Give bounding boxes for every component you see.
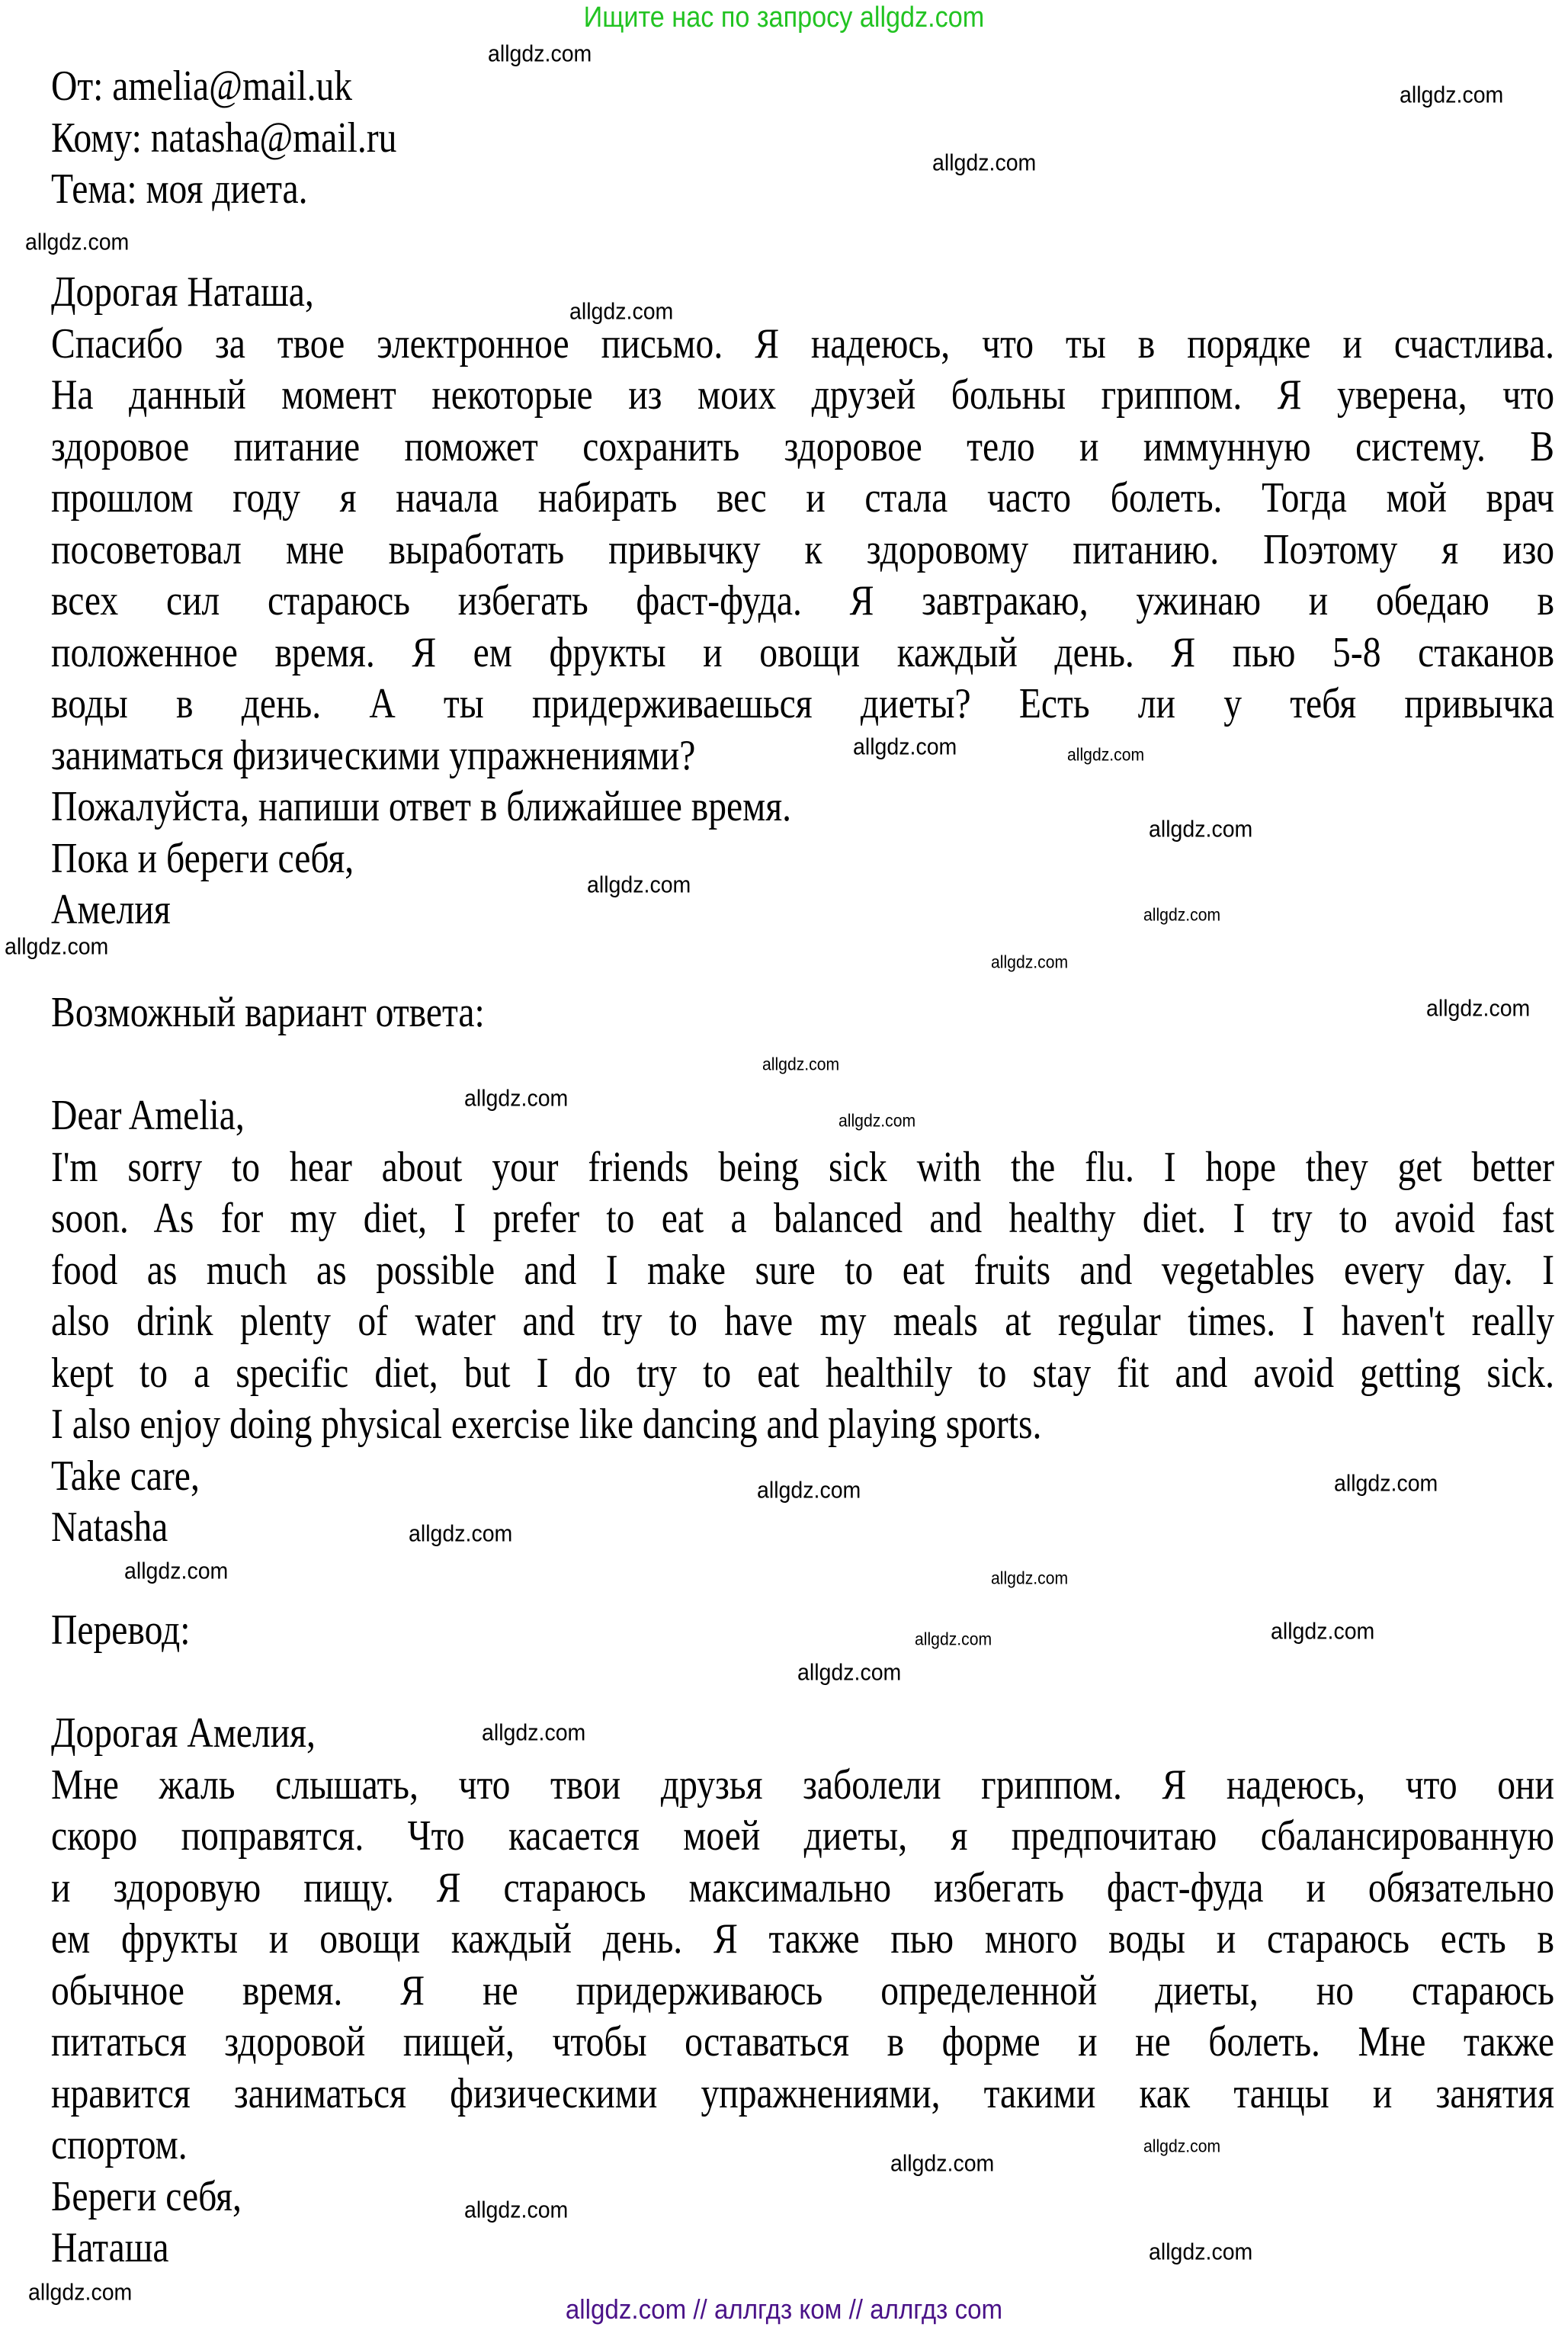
text-line: kept to a specific diet, but I do try to eat healthily to stay fit and avoid getting sick. (51, 1349, 1554, 1397)
text-line: На данный момент некоторые из моих друзей больны гриппом. Я уверена, что (51, 371, 1554, 419)
text-line: спортом. (51, 2121, 188, 2168)
text-line: Пока и береги себя, (51, 834, 354, 882)
text-line: Амелия (51, 886, 171, 933)
watermark: allgdz.com (1400, 81, 1504, 108)
text-line: Береги себя, (51, 2172, 242, 2220)
text-line: и здоровую пищу. Я стараюсь максимально избегать фаст-фуда и обязательно (51, 1863, 1554, 1911)
text-line: Дорогая Амелия, (51, 1709, 316, 1757)
watermark: allgdz.com (25, 228, 130, 255)
text-line: Take care, (51, 1452, 200, 1500)
watermark: allgdz.com (28, 2278, 133, 2306)
watermark: allgdz.com (853, 733, 957, 760)
watermark: allgdz.com (587, 871, 691, 898)
text-line: Перевод: (51, 1606, 191, 1654)
watermark: allgdz.com (757, 1476, 861, 1504)
header-banner: Ищите нас по запросу allgdz.com (583, 2, 985, 34)
watermark: allgdz.com (1334, 1469, 1438, 1497)
watermark: allgdz.com (890, 2149, 995, 2177)
text-line: ем фрукты и овощи каждый день. Я также пью много воды и стараюсь есть в (51, 1915, 1554, 1963)
text-line: Dear Amelia, (51, 1092, 245, 1139)
watermark: allgdz.com (464, 1084, 569, 1112)
text-line: обычное время. Я не придерживаюсь определенной диеты, но стараюсь (51, 1966, 1554, 2014)
watermark: allgdz.com (991, 1568, 1069, 1588)
text-line: Тема: моя диета. (51, 165, 308, 213)
text-line: заниматься физическими упражнениями? (51, 731, 696, 779)
text-line: Пожалуйста, напиши ответ в ближайшее время. (51, 783, 792, 830)
watermark: allgdz.com (482, 1719, 586, 1746)
text-line: скоро поправятся. Что касается моей диеты, я предпочитаю сбалансированную (51, 1812, 1554, 1860)
text-line: I also enjoy doing physical exercise like dancing and playing sports. (51, 1401, 1042, 1448)
blank-line (51, 216, 1554, 268)
text-line: От: amelia@mail.uk (51, 63, 353, 110)
text-line: Возможный вариант ответа: (51, 989, 485, 1036)
text-line: I'm sorry to hear about your friends being sick with the flu. I hope they get better (51, 1143, 1554, 1191)
blank-line (51, 936, 1554, 988)
text-line: нравится заниматься физическими упражнениями, такими как танцы и занятия (51, 2069, 1554, 2117)
watermark: allgdz.com (1067, 744, 1145, 765)
text-line: Natasha (51, 1504, 168, 1551)
watermark: allgdz.com (797, 1658, 902, 1686)
watermark: allgdz.com (839, 1110, 916, 1131)
text-line: здоровое питание поможет сохранить здоровое тело и иммунную систему. В (51, 422, 1554, 470)
text-line: посоветовал мне выработать привычку к здоровому питанию. Поэтому я изо (51, 525, 1554, 573)
text-line: soon. As for my diet, I prefer to eat a balanced and healthy diet. I try to avoid fast (51, 1195, 1554, 1242)
watermark: allgdz.com (1143, 904, 1221, 925)
text-line: food as much as possible and I make sure to eat fruits and vegetables every day. I (51, 1246, 1554, 1294)
text-line: воды в день. А ты придерживаешься диеты? Есть ли у тебя привычка (51, 680, 1554, 727)
watermark: allgdz.com (569, 297, 674, 325)
text-line: also drink plenty of water and try to have my meals at regular times. I haven't really (51, 1298, 1554, 1345)
text-line: прошлом году я начала набирать вес и стала часто болеть. Тогда мой врач (51, 474, 1554, 522)
watermark: allgdz.com (124, 1557, 229, 1584)
watermark: allgdz.com (488, 40, 592, 67)
watermark: allgdz.com (762, 1054, 840, 1074)
watermark: allgdz.com (1143, 2136, 1221, 2156)
text-line: всех сил стараюсь избегать фаст-фуда. Я завтракаю, ужинаю и обедаю в (51, 577, 1554, 624)
watermark: allgdz.com (1271, 1617, 1375, 1645)
letter-document (51, 61, 1554, 2274)
watermark: allgdz.com (915, 1629, 992, 1649)
text-line: Дорогая Наташа, (51, 268, 314, 316)
watermark: allgdz.com (5, 932, 109, 960)
footer-links: allgdz.com // аллгдз ком // аллгдз com (565, 2293, 1003, 2325)
watermark: allgdz.com (1149, 2238, 1253, 2265)
text-line: Спасибо за твое электронное письмо. Я надеюсь, что ты в порядке и счастлива. (51, 319, 1554, 368)
blank-line (51, 1554, 1554, 1606)
watermark: allgdz.com (1426, 994, 1531, 1022)
text-line: Наташа (51, 2224, 169, 2271)
watermark: allgdz.com (932, 149, 1037, 176)
watermark: allgdz.com (991, 952, 1069, 972)
text-line: Кому: natasha@mail.ru (51, 114, 397, 162)
watermark: allgdz.com (409, 1520, 513, 1547)
text-line: Мне жаль слышать, что твои друзья заболели гриппом. Я надеюсь, что они (51, 1760, 1554, 1809)
watermark: allgdz.com (1149, 815, 1253, 843)
watermark: allgdz.com (464, 2196, 569, 2223)
text-line: положенное время. Я ем фрукты и овощи каждый день. Я пью 5-8 стаканов (51, 628, 1554, 676)
text-line: питаться здоровой пищей, чтобы оставаться в форме и не болеть. Мне также (51, 2018, 1554, 2065)
